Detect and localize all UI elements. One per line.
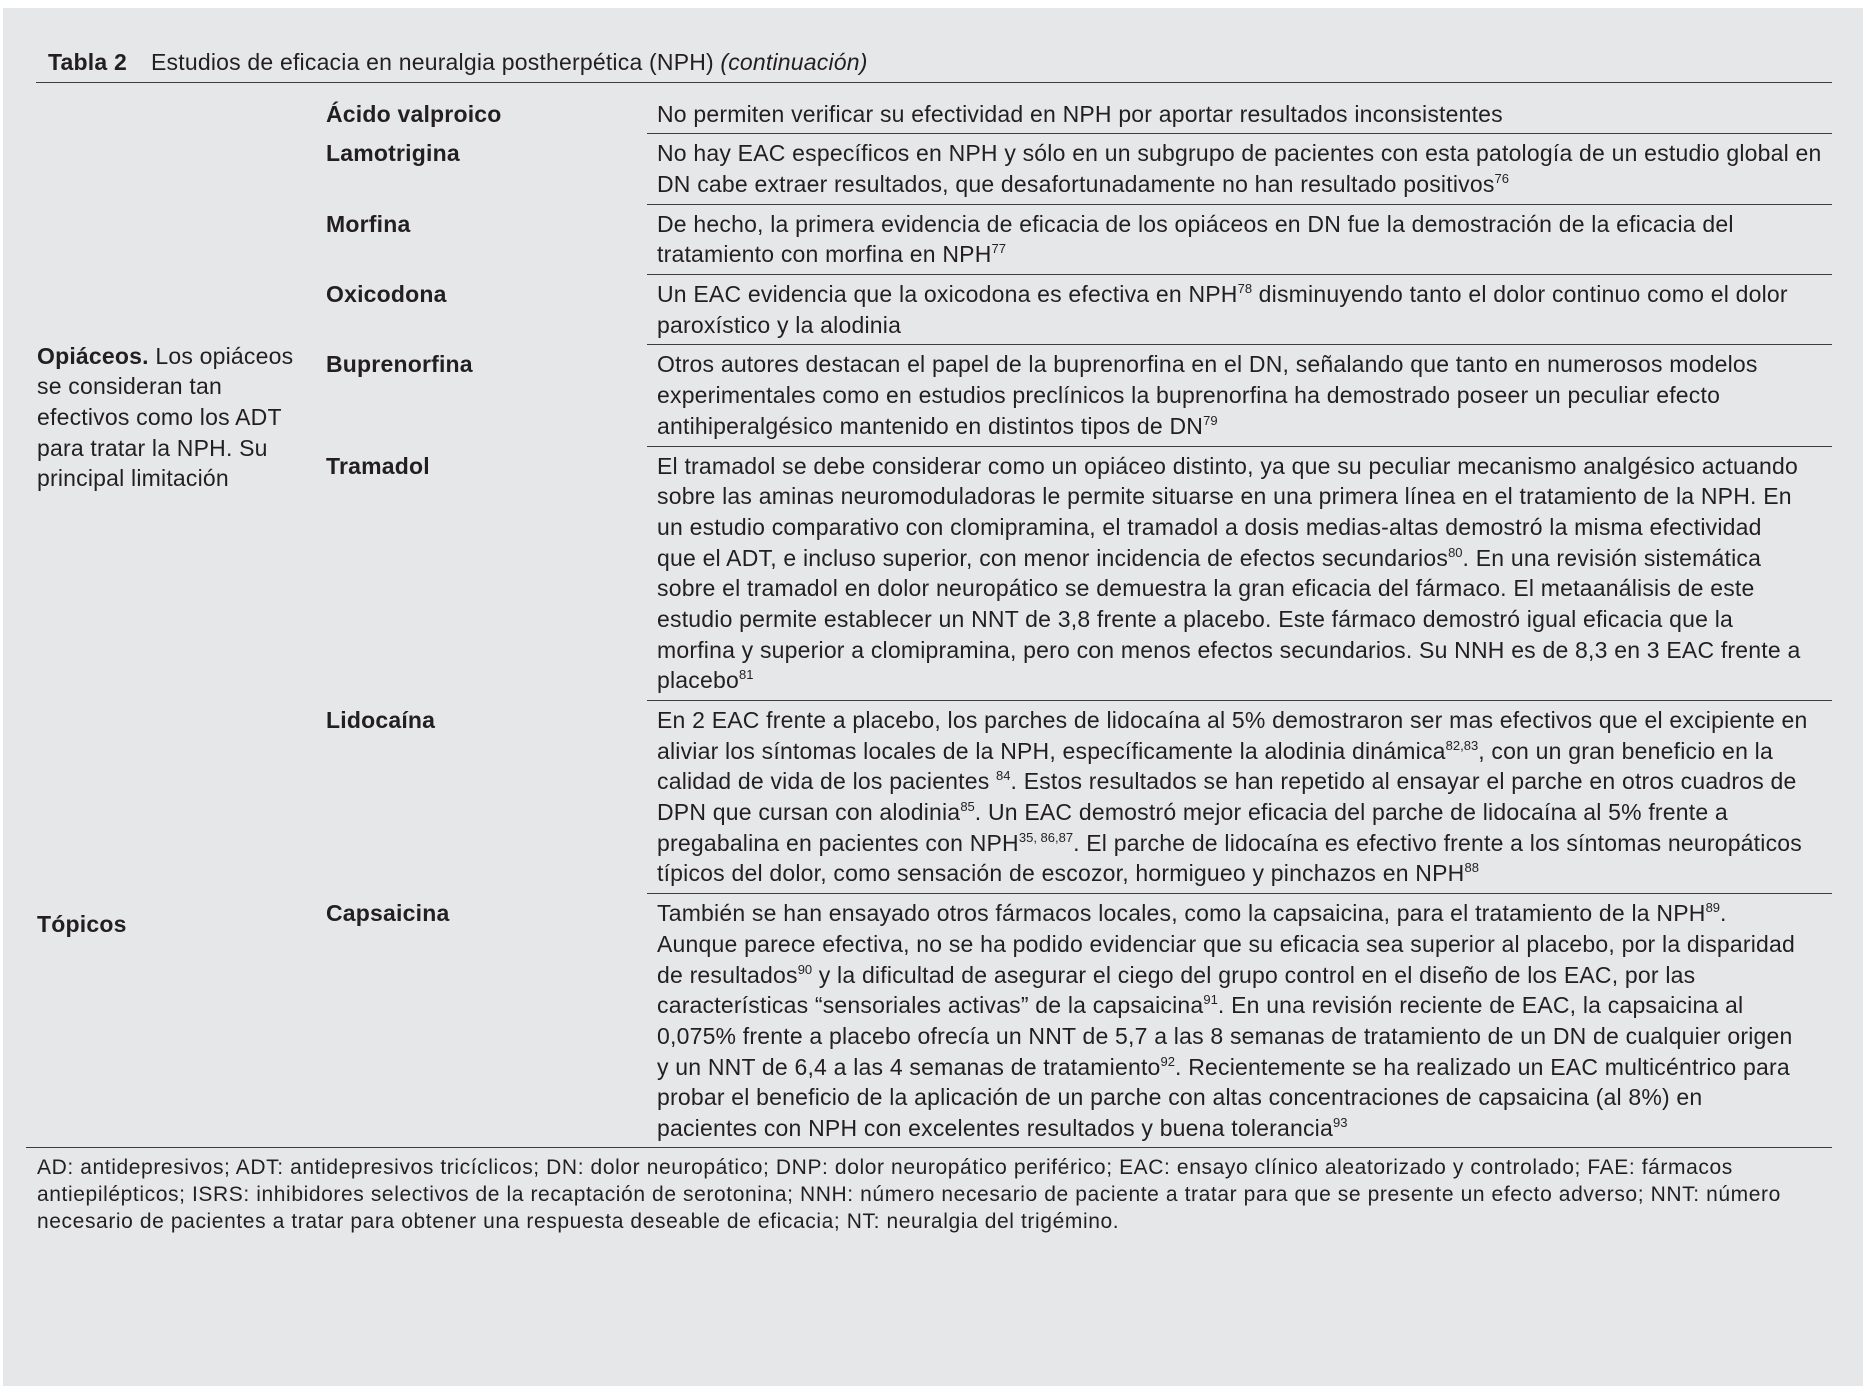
description-line	[657, 99, 1832, 130]
text-segment: un estudio comparativo con clomipramina, el tramadol a dosis medias-altas demostró la misma efectividad	[657, 513, 1762, 540]
table-row	[0, 95, 1832, 135]
reference-number: 88	[1464, 860, 1479, 876]
description-line	[657, 604, 1832, 635]
text-segment: De hecho, la primera evidencia de eficacia de los opiáceos en DN fue la demostración de la eficacia del	[657, 210, 1734, 237]
text-segment: . El parche de lidocaína es efectivo frente a los síntomas neuropáticos	[1073, 829, 1802, 856]
table-row	[0, 894, 1832, 1148]
text-segment: tratamiento con morfina en NPH	[657, 241, 992, 268]
reference-number: 89	[1705, 900, 1721, 916]
description-line	[657, 411, 1832, 442]
reference-number: 81	[738, 667, 754, 683]
drug-name: Tramadol	[326, 452, 430, 479]
reference-number: 84	[996, 768, 1011, 784]
text-segment: 0,075% frente a placebo ofrecía un NNT de 5,7 a las 8 semanas de tratamiento de un DN de cualquier origen	[657, 1022, 1793, 1049]
description-line	[657, 1082, 1832, 1113]
text-segment: antihiperalgésico mantenido en distintos tipos de DN	[657, 412, 1204, 439]
text-segment: . Estos resultados se han repetido al ensayar el parche en otros cuadros de	[1010, 768, 1797, 795]
description-line	[657, 665, 1832, 696]
drug-description	[647, 95, 1832, 135]
text-segment: típicos del dolor, como sensación de escozor, hormigueo y pinchazos en NPH	[657, 860, 1465, 887]
text-segment: se consideran tan	[37, 373, 222, 400]
text-segment: experimentales como en estudios preclínicos la buprenorfina ha demostrado poseer un peculiar efecto	[657, 382, 1721, 409]
text-segment: que el ADT, e incluso superior, con menor incidencia de efectos secundarios	[657, 544, 1449, 571]
drug-description	[647, 134, 1832, 204]
text-segment: DN cabe extraer resultados, que desafortunadamente no han resultado positivos	[657, 171, 1495, 198]
text-segment: . En una revisión sistemática	[1462, 544, 1762, 571]
bold-text: Tópicos	[37, 910, 127, 937]
table-bottom-rule	[26, 1147, 1832, 1148]
drug-description	[647, 894, 1832, 1148]
text-segment: características “sensoriales activas” de la capsaicina	[657, 992, 1204, 1019]
reference-number: 93	[1332, 1114, 1348, 1130]
text-segment: En 2 EAC frente a placebo, los parches de lidocaína al 5% demostraron ser mas efectivos que el excipiente en	[657, 707, 1808, 734]
description-line	[657, 451, 1832, 482]
text-segment: sobre el tramadol en dolor neuropático se demuestra la gran eficacia del fármaco. El metaanálisis de este	[657, 575, 1755, 602]
reference-number: 76	[1494, 171, 1509, 187]
text-segment: . Recientemente se ha realizado un EAC multicéntrico para	[1175, 1053, 1790, 1080]
text-segment: paroxístico y la alodinia	[657, 311, 902, 338]
text-segment: . En una revisión reciente de EAC, la capsaicina al	[1217, 992, 1744, 1019]
description-line	[657, 766, 1832, 797]
text-segment: y un NNT de 6,4 a las 4 semanas de tratamiento	[657, 1053, 1161, 1080]
text-segment: de resultados	[657, 961, 798, 988]
description-line	[657, 797, 1832, 828]
drug-description	[647, 701, 1832, 894]
drug-name: Oxicodona	[326, 281, 447, 308]
description-line	[657, 543, 1832, 574]
text-segment: También se han ensayado otros fármacos locales, como la capsaicina, para el tratamiento de la NPH	[657, 900, 1706, 927]
text-segment: morfina y superior a clomipramina, pero con menos efectos secundarios. Su NNH es de 8,3 en 3 EAC frente a	[657, 636, 1801, 663]
text-segment: pacientes con NPH con excelentes resultados y buena tolerancia	[657, 1114, 1333, 1141]
description-line	[657, 635, 1832, 666]
table-body	[0, 95, 1832, 1148]
table-row	[0, 701, 1832, 894]
reference-number: 92	[1160, 1053, 1176, 1069]
description-line	[657, 138, 1832, 169]
description-line	[657, 349, 1832, 380]
text-segment: .	[1720, 900, 1727, 927]
text-segment: . Un EAC demostró mejor eficacia del parche de lidocaína al 5% frente a	[974, 799, 1728, 826]
table-row	[0, 342, 1832, 446]
drug-description	[647, 447, 1832, 702]
description-line	[657, 960, 1832, 991]
drug-name: Buprenorfina	[326, 351, 473, 378]
text-segment: Los opiáceos	[148, 342, 294, 369]
reference-number: 79	[1203, 412, 1218, 428]
description-line	[657, 828, 1832, 859]
footnote-line: antiepilépticos; ISRS: inhibidores selectivos de la recaptación de serotonina; NNH: número necesario de paciente a tratar para que se presente un efecto adverso; NNT: número	[37, 1182, 1781, 1206]
text-segment: aliviar los síntomas locales de la NPH, específicamente la alodinia dinámica	[657, 737, 1446, 764]
drug-name: Lidocaína	[326, 707, 436, 734]
description-line	[657, 858, 1832, 889]
description-line	[657, 239, 1832, 270]
description-line	[657, 990, 1832, 1021]
table-footnote	[37, 1154, 1837, 1235]
reference-number: 35, 86,87	[1018, 829, 1074, 845]
description-line	[657, 169, 1832, 200]
drug-name: Capsaicina	[326, 900, 450, 927]
table-row	[0, 134, 1832, 204]
reference-number: 91	[1203, 992, 1218, 1008]
description-line	[657, 1052, 1832, 1083]
table-row	[0, 275, 1832, 345]
text-segment: calidad de vida de los pacientes	[657, 768, 997, 795]
reference-number: 80	[1448, 544, 1463, 560]
table-title: Estudios de eficacia en neuralgia postherpética (NPH)	[151, 49, 714, 75]
description-line	[657, 380, 1832, 411]
text-segment: No permiten verificar su efectividad en NPH por aportar resultados inconsistentes	[657, 100, 1503, 127]
table-row	[0, 447, 1832, 702]
text-segment: para tratar la NPH. Su	[37, 434, 268, 461]
drug-description	[647, 205, 1832, 275]
drug-description	[647, 275, 1832, 345]
description-line	[657, 279, 1832, 310]
table-number: Tabla 2	[48, 49, 127, 75]
drug-name: Morfina	[326, 210, 411, 237]
description-line	[657, 705, 1832, 736]
description-line	[657, 310, 1832, 341]
drug-name: Ácido valproico	[326, 100, 502, 127]
reference-number: 78	[1237, 281, 1253, 297]
text-segment: estudio permite establecer un NNT de 3,8 frente a placebo. Este fármaco demostró igual eficacia que la	[657, 605, 1734, 632]
drug-description	[647, 345, 1832, 446]
text-segment: Un EAC evidencia que la oxicodona es efectiva en NPH	[657, 281, 1238, 308]
description-line	[657, 481, 1832, 512]
bold-text: Opiáceos.	[37, 342, 149, 369]
text-segment: y la dificultad de asegurar el ciego del grupo control en el diseño de los EAC, por las	[812, 961, 1696, 988]
text-segment: Aunque parece efectiva, no se ha podido evidenciar que su eficacia sea superior al placebo, por la disparidad	[657, 930, 1796, 957]
description-line	[657, 736, 1832, 767]
description-line	[657, 898, 1832, 929]
text-segment: sobre las aminas neuromoduladoras le permite situarse en una primera línea en el tratamiento de la NPH. En	[657, 483, 1792, 510]
footnote-line: necesario de pacientes a tratar para obtener una respuesta deseable de eficacia; NT: neuralgia del trigémino.	[37, 1209, 1120, 1233]
text-segment: pregabalina en pacientes con NPH	[657, 829, 1019, 856]
description-line	[657, 1113, 1832, 1144]
reference-number: 85	[960, 799, 975, 815]
description-line	[657, 512, 1832, 543]
description-line	[657, 1021, 1832, 1052]
footnote-line: AD: antidepresivos; ADT: antidepresivos tricíclicos; DN: dolor neuropático; DNP: dolor neuropático periférico; EAC: ensayo clínico aleatorizado y controlado; FAE: fármacos	[37, 1155, 1733, 1179]
description-line	[657, 209, 1832, 240]
text-segment: probar el beneficio de la aplicación de un parche con altas concentraciones de capsaicina (al 8%) en	[657, 1084, 1703, 1111]
text-segment: Otros autores destacan el papel de la buprenorfina en el DN, señalando que tanto en numerosos modelos	[657, 351, 1758, 378]
text-segment: , con un gran beneficio en la	[1478, 737, 1773, 764]
reference-number: 77	[991, 241, 1007, 257]
text-segment: No hay EAC específicos en NPH y sólo en un subgrupo de pacientes con esta patología de un estudio global en	[657, 140, 1822, 167]
text-segment: efectivos como los ADT	[37, 403, 282, 430]
text-segment: DPN que cursan con alodinia	[657, 799, 961, 826]
text-segment: placebo	[657, 667, 739, 694]
drug-name: Lamotrigina	[326, 140, 460, 167]
text-segment: El tramadol se debe considerar como un opiáceo distinto, ya que su peculiar mecanismo analgésico actuando	[657, 452, 1798, 479]
reference-number: 90	[797, 961, 813, 977]
reference-number: 82,83	[1445, 737, 1479, 753]
description-line	[657, 929, 1832, 960]
table-row	[0, 205, 1832, 275]
description-line	[657, 573, 1832, 604]
text-segment: disminuyendo tanto el dolor continuo como el dolor	[1252, 281, 1788, 308]
table-title-suffix: (continuación)	[720, 49, 868, 75]
text-segment: principal limitación	[37, 465, 229, 492]
